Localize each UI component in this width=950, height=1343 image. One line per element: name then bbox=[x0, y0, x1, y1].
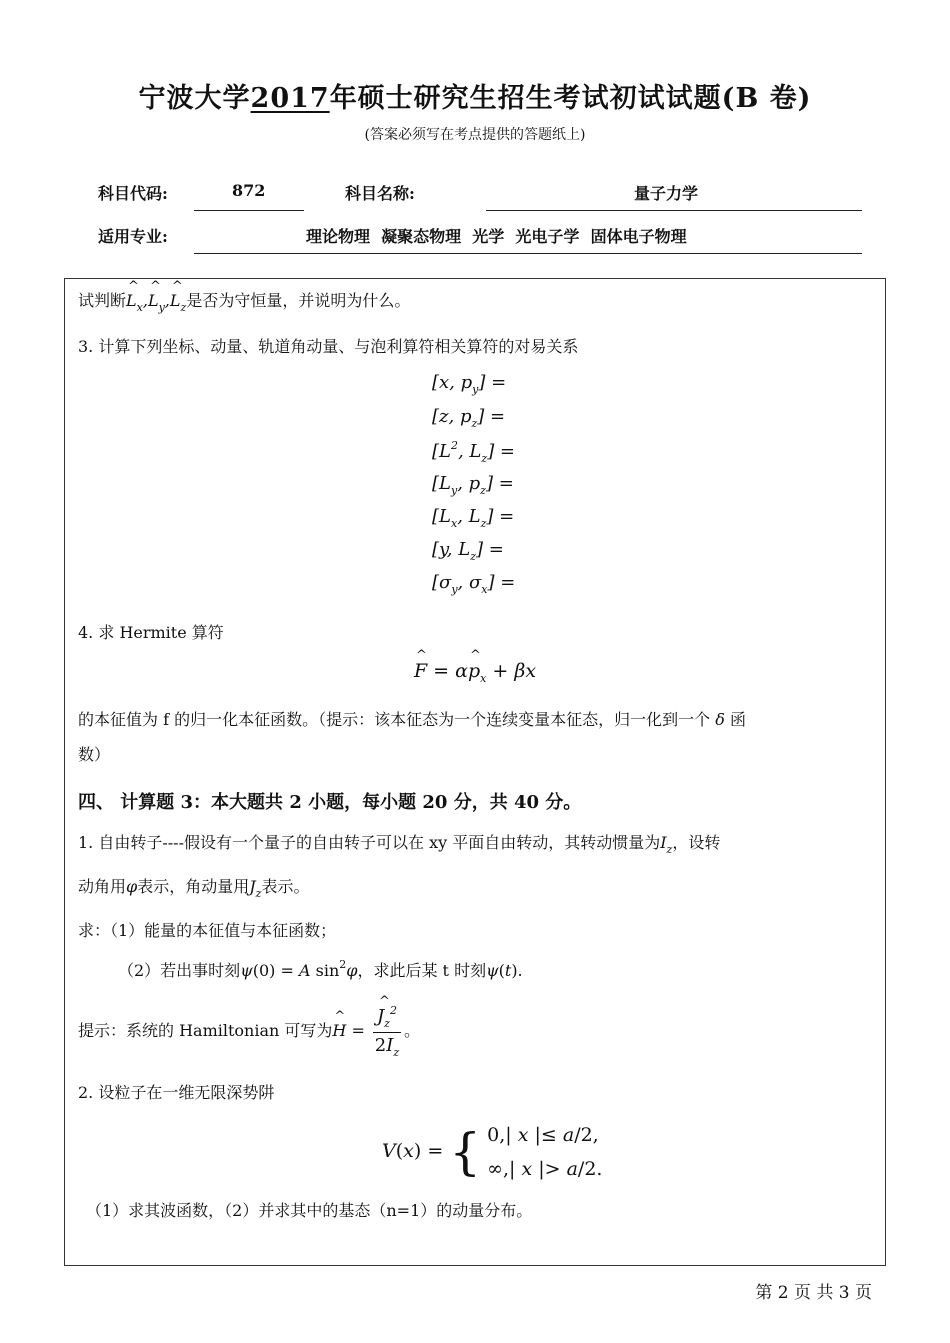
exam-instruction: (答案必须写在考点提供的答题纸上) bbox=[364, 127, 586, 143]
subject-code-label: 科目代码: bbox=[98, 184, 168, 203]
major-label: 适用专业: bbox=[98, 227, 168, 246]
commutator-sigma-y-sigma-x: [$\sigma_y$, $\sigma_x$] = bbox=[432, 572, 516, 596]
page-number: 第 2 页 共 3 页 bbox=[755, 1283, 872, 1303]
question-1-intro: 1. 自由转子----假设有一个量子的自由转子可以在 xy 平面自由转动，其转动惯量为$I_z$，设转 bbox=[78, 833, 721, 856]
commutator-Ly-pz: [$L_y$, $p_z$] = bbox=[432, 473, 514, 497]
code-underline bbox=[194, 210, 304, 211]
question-3: 3. 计算下列坐标、动量、轨道角动量、与泡利算符相关算符的对易关系 bbox=[78, 337, 579, 356]
question-1-intro-2: 动角用φ表示，角动量用$J_z$表示。 bbox=[78, 877, 310, 900]
potential-well-equation: V(x) = { 0,| x |≤ a/2, ∞,| x |> a/2. bbox=[382, 1123, 603, 1181]
commutator-x-py: [x, $p_y$] = bbox=[432, 372, 507, 396]
question-2-parts: （1）求其波函数，（2）并求其中的基态（n=1）的动量分布。 bbox=[86, 1201, 533, 1220]
subject-name-label: 科目名称: bbox=[345, 184, 415, 203]
question-4-text: 的本征值为 f 的归一化本征函数。（提示：该本征态为一个连续变量本征态，归一化到一个 δ 函 bbox=[78, 710, 746, 729]
major-underline bbox=[194, 253, 862, 254]
commutator-Lx-Lz: [$L_x$, $L_z$] = bbox=[432, 506, 515, 530]
exam-title: 宁波大学2017年硕士研究生招生考试初试试题(B 卷) bbox=[138, 83, 812, 114]
continued-question: 试判断^ $L_x,\^{}$ $L_y,\^{}$ $L_z$是否为守恒量，并说明为什么。 bbox=[78, 288, 410, 314]
commutator-L2-Lz: [$L^2$, $L_z$] = bbox=[432, 439, 516, 465]
question-1-hint: 提示：系统的 Hamiltonian 可写为^ H = ^ $\frac{J_z^2}{2I_z}$ 。 bbox=[78, 1004, 420, 1059]
question-1-part-2: （2）若出事时刻ψ(0) = A $\sin^2\varphi$，求此后某 t 时刻ψ(t). bbox=[118, 958, 523, 980]
commutator-y-Lz: [y, $L_z$] = bbox=[432, 539, 504, 563]
section-4-heading: 四、 计算题 3：本大题共 2 小题，每小题 20 分，共 40 分。 bbox=[78, 792, 582, 813]
question-1-part-1: 求：（1）能量的本征值与本征函数； bbox=[78, 921, 337, 940]
commutator-z-pz: [z, $p_z$] = bbox=[432, 406, 506, 430]
question-4: 4. 求 Hermite 算符 bbox=[78, 623, 224, 642]
subject-code-value: 872 bbox=[232, 181, 266, 200]
subject-name-value: 量子力学 bbox=[634, 184, 699, 203]
major-value: 理论物理 凝聚态物理 光学 光电子学 固体电子物理 bbox=[306, 227, 687, 246]
question-4-text-end: 数） bbox=[78, 745, 111, 764]
name-underline bbox=[486, 210, 862, 211]
question-2: 2. 设粒子在一维无限深势阱 bbox=[78, 1083, 275, 1102]
operator-F-equation: ^ F = α^ $p_x + \beta x$ bbox=[0, 660, 950, 685]
